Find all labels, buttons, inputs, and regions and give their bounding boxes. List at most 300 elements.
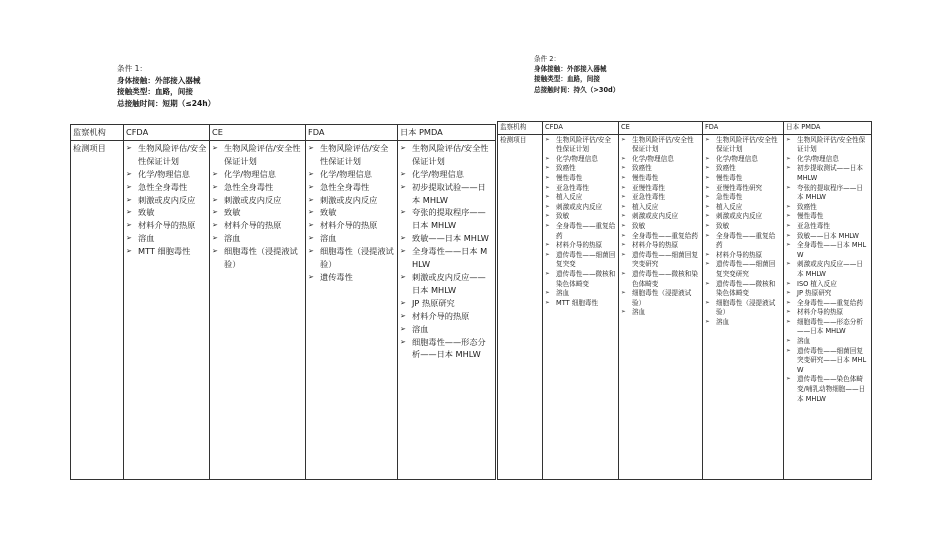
bullet-arrow-icon: ➢ xyxy=(400,337,406,346)
test-item xyxy=(545,212,616,222)
test-item xyxy=(308,168,395,181)
bullet-arrow-icon: ➢ xyxy=(621,242,626,249)
test-item xyxy=(786,241,869,260)
test-item xyxy=(400,168,493,181)
test-item-label: JP 热原研究 xyxy=(797,289,832,298)
bullet-arrow-icon: ➢ xyxy=(400,234,406,243)
test-item xyxy=(621,155,700,165)
test-item-label: 溶血 xyxy=(632,308,646,317)
test-item-label: 材料介导的热原 xyxy=(412,310,470,321)
test-item-label: 遗传毒性——细菌回复突变研究 xyxy=(716,260,776,278)
test-item xyxy=(545,184,616,194)
test-item xyxy=(705,299,781,318)
test-item xyxy=(126,142,207,168)
test-item-label: 慢性毒性 xyxy=(632,173,659,182)
test-item xyxy=(786,280,869,290)
test-item-label: 化学/物理信息 xyxy=(716,154,758,163)
test-item xyxy=(621,222,700,232)
test-item-label: 生物风险评估/安全性保证计划 xyxy=(716,135,778,154)
bullet-arrow-icon: ➢ xyxy=(621,194,626,201)
pmda-cell xyxy=(398,140,496,479)
bullet-arrow-icon: ➢ xyxy=(621,270,626,277)
test-item-label: 急性毒性 xyxy=(716,193,743,202)
bullet-arrow-icon: ➢ xyxy=(545,155,550,162)
bullet-arrow-icon: ➢ xyxy=(308,169,314,178)
bullet-arrow-icon: ➢ xyxy=(545,165,550,172)
bullet-arrow-icon: ➢ xyxy=(705,194,710,201)
test-item xyxy=(621,193,700,203)
test-item-label: 化学/物理信息 xyxy=(632,154,674,163)
test-item-label: 致敏——日本 MHLW xyxy=(412,233,489,244)
test-item xyxy=(400,181,493,207)
test-item xyxy=(786,164,869,183)
test-item-label: 致癌性 xyxy=(632,164,652,173)
test-item-label: 生物风险评估/安全性保证计划 xyxy=(797,135,866,154)
bullet-arrow-icon: ➢ xyxy=(621,309,626,316)
duration-line: 总接触时间：短期（≤24h） xyxy=(117,98,216,108)
test-item-label: 材料介导的热原 xyxy=(556,241,603,250)
bullet-arrow-icon: ➢ xyxy=(705,222,710,229)
bullet-arrow-icon: ➢ xyxy=(621,174,626,181)
test-item-label: 细胞毒性——形态分析——日本 MHLW xyxy=(412,336,486,360)
test-item xyxy=(621,289,700,308)
test-item xyxy=(621,203,700,213)
bullet-arrow-icon: ➢ xyxy=(308,221,314,230)
bullet-arrow-icon: ➢ xyxy=(786,318,791,325)
test-item xyxy=(212,219,303,232)
test-item-label: 细胞毒性（浸提液试验） xyxy=(632,289,692,307)
test-item-label: 细胞毒性——形态分析——日本 MHLW xyxy=(797,317,863,336)
test-table-1 xyxy=(70,124,496,480)
test-item xyxy=(621,164,700,174)
bullet-arrow-icon: ➢ xyxy=(212,195,218,204)
ce-cell xyxy=(619,134,703,479)
bullet-arrow-icon: ➢ xyxy=(786,203,791,210)
test-item xyxy=(545,222,616,241)
test-item xyxy=(621,241,700,251)
bullet-arrow-icon: ➢ xyxy=(212,143,218,152)
bullet-arrow-icon: ➢ xyxy=(308,182,314,191)
bullet-arrow-icon: ➢ xyxy=(545,299,550,306)
bullet-arrow-icon: ➢ xyxy=(705,299,710,306)
bullet-arrow-icon: ➢ xyxy=(786,347,791,354)
test-item xyxy=(545,251,616,270)
test-item xyxy=(400,271,493,297)
test-item xyxy=(705,136,781,155)
test-table-2 xyxy=(497,121,872,480)
test-item-label: 植入反应 xyxy=(632,202,659,211)
ce-list xyxy=(621,136,700,318)
test-item-label: 细胞毒性（浸提液试验） xyxy=(320,246,394,270)
test-item xyxy=(705,164,781,174)
test-item xyxy=(786,308,869,318)
bullet-arrow-icon: ➢ xyxy=(786,213,791,220)
bullet-arrow-icon: ➢ xyxy=(545,290,550,297)
bullet-arrow-icon: ➢ xyxy=(621,136,626,143)
test-item-label: 初步提取试验——日本 MHLW xyxy=(412,181,486,205)
agency-header: 监察机构 xyxy=(71,125,124,141)
bullet-arrow-icon: ➢ xyxy=(705,155,710,162)
test-item xyxy=(705,193,781,203)
test-item xyxy=(621,136,700,155)
bullet-arrow-icon: ➢ xyxy=(621,251,626,258)
agency-ce: CE xyxy=(619,122,703,135)
bullet-arrow-icon: ➢ xyxy=(308,247,314,256)
test-item xyxy=(621,174,700,184)
bullet-arrow-icon: ➢ xyxy=(400,247,406,256)
test-item xyxy=(786,260,869,279)
test-item-label: 遗传毒性——细菌回复突变 xyxy=(556,250,616,269)
test-item-label: 化学/物理信息 xyxy=(412,168,464,179)
bullet-arrow-icon: ➢ xyxy=(786,261,791,268)
test-item-label: 材料介导的热原 xyxy=(797,308,844,317)
test-item xyxy=(786,299,869,309)
test-item xyxy=(621,184,700,194)
test-item xyxy=(400,297,493,310)
test-item-label: 致敏——日本 MHLW xyxy=(797,231,859,240)
condition-2-header xyxy=(534,54,619,95)
test-item-label: 刺激或皮内反应 xyxy=(320,194,378,205)
test-item xyxy=(212,142,303,168)
fda-list xyxy=(308,142,395,284)
test-item-label: 慢性毒性 xyxy=(797,212,824,221)
test-item xyxy=(621,251,700,270)
test-item-label: 初步提取测试——日本 MHLW xyxy=(797,164,863,182)
bullet-arrow-icon: ➢ xyxy=(705,232,710,239)
duration-line: 总接触时间：持久（>30d） xyxy=(534,85,620,94)
test-item xyxy=(705,260,781,279)
test-item xyxy=(400,142,493,168)
bullet-arrow-icon: ➢ xyxy=(545,203,550,210)
bullet-arrow-icon: ➢ xyxy=(400,143,406,152)
test-item-label: 急性全身毒性 xyxy=(138,181,188,192)
bullet-arrow-icon: ➢ xyxy=(400,311,406,320)
contact-type-line: 接触类型：血路，间接 xyxy=(117,87,193,97)
agency-ce: CE xyxy=(210,125,306,141)
test-item-label: 遗传毒性——微核和染色体畸变 xyxy=(716,279,776,298)
test-item-label: 植入反应 xyxy=(716,202,743,211)
test-item-label: JP 热原研究 xyxy=(412,297,455,308)
bullet-arrow-icon: ➢ xyxy=(786,242,791,249)
condition-title: 条件 2： xyxy=(534,55,561,63)
test-item xyxy=(705,203,781,213)
contact-type-line: 接触类型：血路，间接 xyxy=(534,75,600,84)
test-item xyxy=(126,206,207,219)
test-item-label: 溶血 xyxy=(320,233,337,244)
test-item xyxy=(212,206,303,219)
bullet-arrow-icon: ➢ xyxy=(545,242,550,249)
test-item xyxy=(308,181,395,194)
test-item-label: ISO 植入反应 xyxy=(797,279,837,288)
test-item xyxy=(621,308,700,318)
test-item xyxy=(126,181,207,194)
bullet-arrow-icon: ➢ xyxy=(786,299,791,306)
test-item-label: 亚慢性毒性研究 xyxy=(716,183,763,192)
ce-list xyxy=(212,142,303,271)
test-item-label: MTT 细胞毒性 xyxy=(138,246,191,257)
bullet-arrow-icon: ➢ xyxy=(786,309,791,316)
test-item-label: 致敏 xyxy=(138,207,155,218)
bullet-arrow-icon: ➢ xyxy=(621,155,626,162)
test-item xyxy=(786,347,869,376)
bullet-arrow-icon: ➢ xyxy=(705,136,710,143)
test-item-label: 刺激或皮内反应 xyxy=(632,212,679,221)
test-item xyxy=(400,323,493,336)
bullet-arrow-icon: ➢ xyxy=(126,221,132,230)
bullet-arrow-icon: ➢ xyxy=(126,234,132,243)
test-item-label: 化学/物理信息 xyxy=(556,154,598,163)
test-item-label: 亚慢性毒性 xyxy=(632,183,665,192)
fda-list xyxy=(705,136,781,328)
contact-line: 身体接触：外部接入器械 xyxy=(117,75,201,85)
bullet-arrow-icon: ➢ xyxy=(545,251,550,258)
test-item xyxy=(400,232,493,245)
bullet-arrow-icon: ➢ xyxy=(621,203,626,210)
test-item-label: 生物风险评估/安全性保证计划 xyxy=(412,142,489,166)
test-item xyxy=(705,174,781,184)
test-item xyxy=(705,280,781,299)
test-item-label: 材料介导的热原 xyxy=(320,220,378,231)
test-item-label: 遗传毒性——微核和染色体畸变 xyxy=(556,269,616,288)
test-item xyxy=(786,212,869,222)
bullet-arrow-icon: ➢ xyxy=(786,232,791,239)
test-item xyxy=(308,194,395,207)
test-item-label: 遗传毒性——细菌回复突变研究——日本 MHLW xyxy=(797,346,867,374)
bullet-arrow-icon: ➢ xyxy=(621,222,626,229)
bullet-arrow-icon: ➢ xyxy=(212,234,218,243)
bullet-arrow-icon: ➢ xyxy=(786,376,791,383)
agency-pmda: 日本 PMDA xyxy=(398,125,496,141)
test-item-label: 溶血 xyxy=(797,337,811,346)
bullet-arrow-icon: ➢ xyxy=(126,195,132,204)
bullet-arrow-icon: ➢ xyxy=(400,208,406,217)
test-item-label: 刺激或皮内反应——日本 MHLW xyxy=(412,271,486,295)
test-item-label: 遗传毒性——微核和染色体畸变 xyxy=(632,269,698,288)
test-item xyxy=(545,289,616,299)
test-item-label: 生物风险评估/安全性保证计划 xyxy=(556,135,611,154)
test-item-label: 化学/物理信息 xyxy=(138,168,190,179)
test-item xyxy=(212,194,303,207)
bullet-arrow-icon: ➢ xyxy=(308,195,314,204)
bullet-arrow-icon: ➢ xyxy=(126,208,132,217)
bullet-arrow-icon: ➢ xyxy=(126,182,132,191)
test-item-label: 刺激或皮内反应 xyxy=(138,194,196,205)
bullet-arrow-icon: ➢ xyxy=(705,213,710,220)
test-item-label: 全身毒性——重复给药 xyxy=(716,231,776,250)
test-item-label: 刺激或皮内反应——日本 MHLW xyxy=(797,260,863,278)
test-item xyxy=(545,193,616,203)
agency-cfda: CFDA xyxy=(543,122,619,135)
test-item xyxy=(212,181,303,194)
test-item xyxy=(705,184,781,194)
test-item-label: 材料介导的热原 xyxy=(224,220,282,231)
test-item-label: 刺激或皮内反应 xyxy=(224,194,282,205)
bullet-arrow-icon: ➢ xyxy=(400,169,406,178)
test-item-label: 亚急性毒性 xyxy=(632,193,665,202)
test-item xyxy=(308,245,395,271)
test-item xyxy=(545,270,616,289)
bullet-arrow-icon: ➢ xyxy=(545,194,550,201)
test-item xyxy=(545,241,616,251)
test-item xyxy=(126,219,207,232)
test-item xyxy=(212,232,303,245)
test-item-label: 溶血 xyxy=(556,289,570,298)
ce-cell xyxy=(210,140,306,479)
test-item-label: 急性全身毒性 xyxy=(320,181,370,192)
test-item xyxy=(308,219,395,232)
test-item-label: 急性全身毒性 xyxy=(224,181,274,192)
test-item xyxy=(786,155,869,165)
bullet-arrow-icon: ➢ xyxy=(786,280,791,287)
test-item xyxy=(126,232,207,245)
bullet-arrow-icon: ➢ xyxy=(400,298,406,307)
agency-cfda: CFDA xyxy=(124,125,210,141)
test-item xyxy=(621,212,700,222)
test-item-label: 生物风险评估/安全性保证计划 xyxy=(632,135,694,154)
test-item xyxy=(621,270,700,289)
test-item-label: 刺激或皮内反应 xyxy=(556,202,603,211)
test-item xyxy=(786,222,869,232)
test-item xyxy=(705,212,781,222)
test-item-label: 溶血 xyxy=(412,323,429,334)
test-item-label: 溶血 xyxy=(224,233,241,244)
test-item xyxy=(308,206,395,219)
test-item xyxy=(400,245,493,271)
test-item xyxy=(705,318,781,328)
condition-1-header xyxy=(117,63,215,109)
test-item-label: 全身毒性——日本 MHLW xyxy=(797,241,867,259)
test-item-label: 致癌性 xyxy=(797,202,817,211)
test-item-label: 全身毒性——重复给药 xyxy=(632,231,698,240)
bullet-arrow-icon: ➢ xyxy=(212,208,218,217)
test-item-label: 致癌性 xyxy=(556,164,576,173)
test-item-label: 生物风险评估/安全性保证计划 xyxy=(320,142,389,166)
test-item-label: 材料介导的热原 xyxy=(716,250,763,259)
bullet-arrow-icon: ➢ xyxy=(786,338,791,345)
test-item-label: 致敏 xyxy=(716,221,730,230)
test-item xyxy=(786,375,869,404)
test-item-label: 细胞毒性（浸提液试验） xyxy=(224,246,298,270)
bullet-arrow-icon: ➢ xyxy=(705,261,710,268)
test-item-label: 遗传毒性——细菌回复突变研究 xyxy=(632,250,698,269)
test-item-label: 致敏 xyxy=(556,212,570,221)
bullet-arrow-icon: ➢ xyxy=(308,208,314,217)
bullet-arrow-icon: ➢ xyxy=(126,247,132,256)
bullet-arrow-icon: ➢ xyxy=(705,165,710,172)
test-item-label: 致敏 xyxy=(632,221,646,230)
bullet-arrow-icon: ➢ xyxy=(621,213,626,220)
test-item-label: 细胞毒性（浸提液试验） xyxy=(716,298,776,317)
pmda-cell xyxy=(784,134,872,479)
test-item xyxy=(400,206,493,232)
test-item xyxy=(786,184,869,203)
test-item-label: 遗传毒性 xyxy=(320,271,353,282)
agency-fda: FDA xyxy=(306,125,398,141)
test-item-label: 化学/物理信息 xyxy=(224,168,276,179)
bullet-arrow-icon: ➢ xyxy=(705,203,710,210)
fda-cell xyxy=(703,134,784,479)
test-item-label: 溶血 xyxy=(138,233,155,244)
bullet-arrow-icon: ➢ xyxy=(621,184,626,191)
row-label: 检测项目 xyxy=(71,140,124,479)
cfda-cell xyxy=(543,134,619,479)
test-item-label: 全身毒性——日本 MHLW xyxy=(412,246,488,270)
agency-pmda: 日本 PMDA xyxy=(784,122,872,135)
test-item xyxy=(212,168,303,181)
bullet-arrow-icon: ➢ xyxy=(705,174,710,181)
bullet-arrow-icon: ➢ xyxy=(545,222,550,229)
bullet-arrow-icon: ➢ xyxy=(621,290,626,297)
test-item-label: 遗传毒性——染色体畸变/哺乳动物细胞——日本 MHLW xyxy=(797,375,866,403)
bullet-arrow-icon: ➢ xyxy=(545,270,550,277)
bullet-arrow-icon: ➢ xyxy=(545,213,550,220)
test-item xyxy=(545,174,616,184)
test-item xyxy=(621,232,700,242)
bullet-arrow-icon: ➢ xyxy=(308,143,314,152)
test-item-label: 致敏 xyxy=(224,207,241,218)
cfda-list xyxy=(545,136,616,309)
bullet-arrow-icon: ➢ xyxy=(308,234,314,243)
test-item xyxy=(126,194,207,207)
test-item xyxy=(308,271,395,284)
bullet-arrow-icon: ➢ xyxy=(621,232,626,239)
test-item-label: 慢性毒性 xyxy=(556,173,583,182)
test-item xyxy=(705,222,781,232)
bullet-arrow-icon: ➢ xyxy=(705,184,710,191)
test-item xyxy=(212,245,303,271)
test-item xyxy=(545,164,616,174)
test-item-label: 刺激或皮内反应 xyxy=(716,212,763,221)
cfda-list xyxy=(126,142,207,258)
test-item-label: 亚急性毒性 xyxy=(556,183,589,192)
bullet-arrow-icon: ➢ xyxy=(400,182,406,191)
bullet-arrow-icon: ➢ xyxy=(545,184,550,191)
test-item xyxy=(705,251,781,261)
bullet-arrow-icon: ➢ xyxy=(786,165,791,172)
bullet-arrow-icon: ➢ xyxy=(308,272,314,281)
test-item-label: 溶血 xyxy=(716,317,730,326)
test-item-label: 化学/物理信息 xyxy=(320,168,372,179)
bullet-arrow-icon: ➢ xyxy=(400,272,406,281)
test-item-label: MTT 细胞毒性 xyxy=(556,298,599,307)
test-item xyxy=(308,142,395,168)
test-item xyxy=(786,318,869,337)
test-item xyxy=(400,310,493,323)
bullet-arrow-icon: ➢ xyxy=(705,318,710,325)
test-item xyxy=(308,232,395,245)
bullet-arrow-icon: ➢ xyxy=(126,143,132,152)
bullet-arrow-icon: ➢ xyxy=(400,324,406,333)
test-item-label: 化学/物理信息 xyxy=(797,154,839,163)
pmda-list xyxy=(400,142,493,361)
test-item xyxy=(545,299,616,309)
condition-title: 条件 1： xyxy=(117,64,148,73)
bullet-arrow-icon: ➢ xyxy=(705,251,710,258)
test-item-label: 全身毒性——重复给药 xyxy=(797,298,863,307)
row-label: 检测项目 xyxy=(498,134,543,479)
test-item xyxy=(126,168,207,181)
fda-cell xyxy=(306,140,398,479)
agency-fda: FDA xyxy=(703,122,784,135)
bullet-arrow-icon: ➢ xyxy=(786,184,791,191)
test-item xyxy=(400,336,493,362)
contact-line: 身体接触：外部接入器械 xyxy=(534,65,607,74)
bullet-arrow-icon: ➢ xyxy=(212,169,218,178)
bullet-arrow-icon: ➢ xyxy=(545,136,550,143)
test-item-label: 慢性毒性 xyxy=(716,173,743,182)
test-item xyxy=(786,337,869,347)
bullet-arrow-icon: ➢ xyxy=(705,280,710,287)
